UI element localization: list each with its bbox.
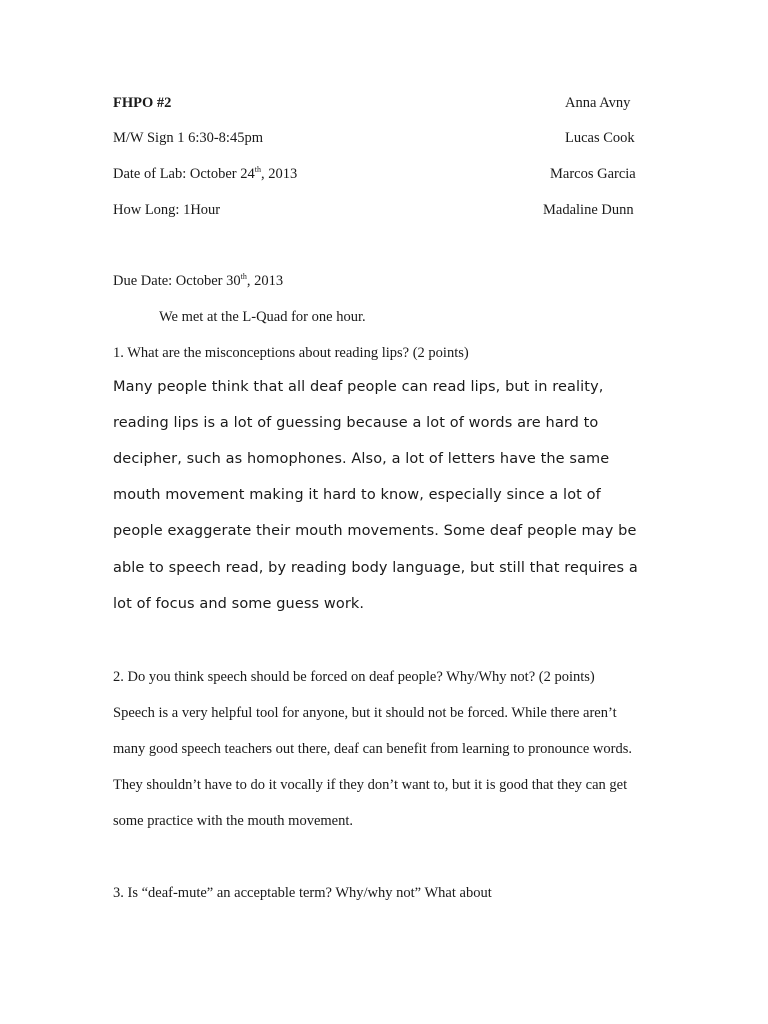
answer-1-line: lot of focus and some guess work.: [113, 596, 365, 612]
document-title: FHPO #2: [113, 95, 172, 111]
author-name: Madaline Dunn: [543, 202, 634, 218]
answer-1-line: reading lips is a lot of guessing because a lot of words are hard to: [113, 415, 599, 431]
answer-2-line: Speech is a very helpful tool for anyone, but it should not be forced. While there aren’t: [113, 705, 617, 721]
intro-text: We met at the L-Quad for one hour.: [159, 309, 366, 325]
answer-2-line: some practice with the mouth movement.: [113, 813, 353, 829]
answer-2-line: They shouldn’t have to do it vocally if they don’t want to, but it is good that they can get: [113, 777, 628, 793]
lab-date: Date of Lab: October 24th, 2013: [113, 165, 298, 182]
question-3: 3. Is “deaf-mute” an acceptable term? Why/why not” What about: [113, 885, 492, 901]
answer-1-line: mouth movement making it hard to know, especially since a lot of: [113, 487, 601, 503]
class-time: M/W Sign 1 6:30-8:45pm: [113, 130, 263, 146]
question-2: 2. Do you think speech should be forced on deaf people? Why/Why not? (2 points): [113, 669, 595, 685]
duration: How Long: 1Hour: [113, 202, 221, 218]
due-date: Due Date: October 30th, 2013: [113, 272, 284, 289]
answer-2-line: many good speech teachers out there, deaf can benefit from learning to pronounce words.: [113, 741, 632, 757]
answer-1-line: decipher, such as homophones. Also, a lot of letters have the same: [113, 451, 610, 467]
question-1: 1. What are the misconceptions about reading lips? (2 points): [113, 345, 469, 361]
answer-1-line: Many people think that all deaf people can read lips, but in reality,: [113, 379, 604, 395]
author-name: Lucas Cook: [565, 130, 635, 146]
author-name: Anna Avny: [565, 95, 631, 111]
author-name: Marcos Garcia: [550, 166, 636, 182]
answer-1-line: able to speech read, by reading body language, but still that requires a: [113, 560, 638, 576]
answer-1-line: people exaggerate their mouth movements. Some deaf people may be: [113, 523, 637, 539]
